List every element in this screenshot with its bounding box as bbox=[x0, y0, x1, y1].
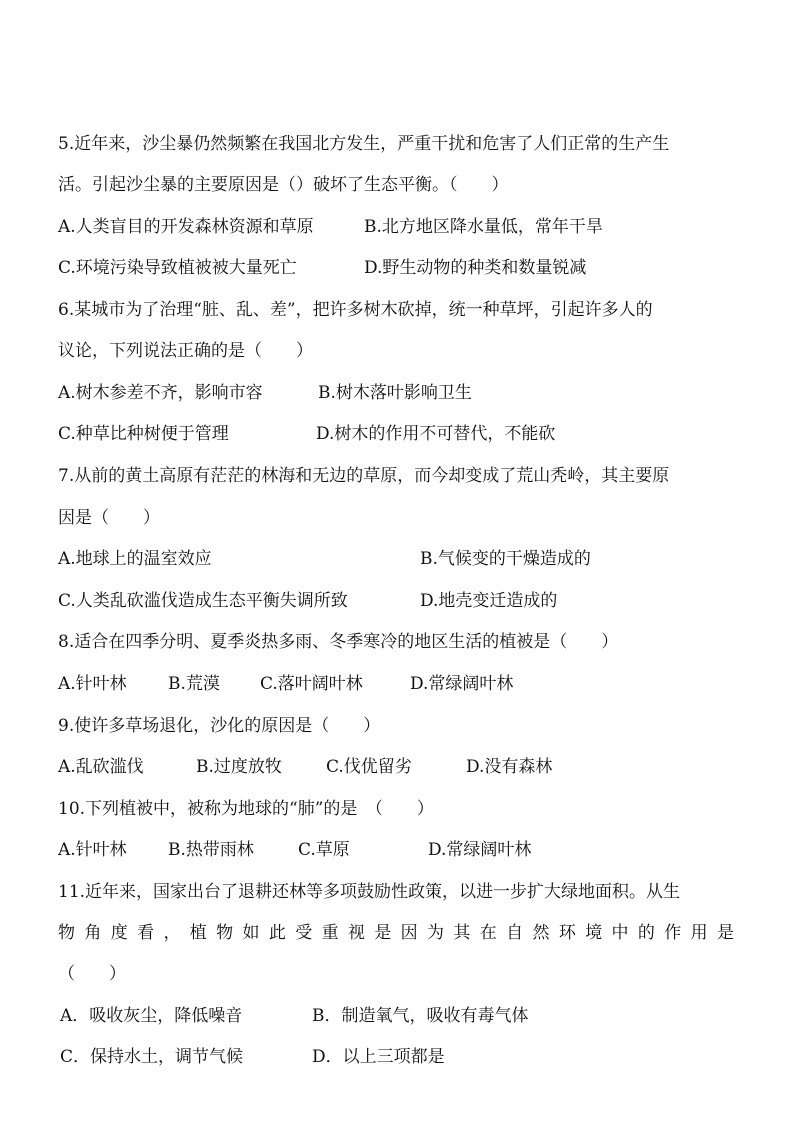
option-d: D.常绿阔叶林 bbox=[410, 674, 514, 694]
question-7-stem-line-2: 因是（ ） bbox=[58, 508, 160, 528]
question-11-stem-line-1: 11.近年来，国家出台了退耕还林等多项鼓励性政策，以进一步扩大绿地面积。从生 bbox=[58, 882, 681, 902]
question-9-stem-line-1: 9.使许多草场退化，沙化的原因是（ ） bbox=[58, 716, 381, 736]
option-b: B.气候变的干燥造成的 bbox=[420, 549, 591, 569]
option-b: B.北方地区降水量低，常年干旱 bbox=[364, 217, 603, 237]
option-c: C.种草比种树便于管理 bbox=[58, 424, 229, 444]
question-11-stem-line-3: （ ） bbox=[58, 964, 126, 984]
option-b: B.热带雨林 bbox=[168, 840, 254, 860]
option-b: B.荒漠 bbox=[168, 674, 220, 694]
option-a: A.人类盲目的开发森林资源和草原 bbox=[58, 217, 314, 237]
option-b: B.过度放牧 bbox=[196, 757, 282, 777]
question-6-stem-line-2: 议论，下列说法正确的是（ ） bbox=[58, 341, 313, 361]
option-c: C.伐优留劣 bbox=[326, 757, 412, 777]
option-c: C.落叶阔叶林 bbox=[260, 674, 363, 694]
option-d: D.树木的作用不可替代，不能砍 bbox=[316, 424, 556, 444]
option-d: D.野生动物的种类和数量锐减 bbox=[364, 258, 587, 278]
option-a: A．吸收灰尘，降低噪音 bbox=[60, 1006, 243, 1026]
option-c: C．保持水土，调节气候 bbox=[60, 1047, 244, 1067]
option-d: D.地壳变迁造成的 bbox=[420, 591, 558, 611]
option-b: B．制造氧气，吸收有毒气体 bbox=[312, 1006, 529, 1026]
question-7-stem-line-1: 7.从前的黄土高原有茫茫的林海和无边的草原，而今却变成了荒山秃岭，其主要原 bbox=[58, 466, 670, 486]
option-c: C.草原 bbox=[298, 840, 350, 860]
question-6-stem-line-1: 6.某城市为了治理“脏、乱、差”，把许多树木砍掉，统一种草坪，引起许多人的 bbox=[58, 300, 653, 320]
option-d: D.常绿阔叶林 bbox=[428, 840, 532, 860]
option-a: A.地球上的温室效应 bbox=[58, 549, 212, 569]
option-b: B.树木落叶影响卫生 bbox=[318, 383, 472, 403]
question-11-stem-line-2: 物角度看，植物如此受重视是因为其在自然环境中的作用是 bbox=[58, 923, 734, 943]
option-c: C.人类乱砍滥伐造成生态平衡失调所致 bbox=[58, 591, 348, 611]
question-10-stem-line-1: 10.下列植被中，被称为地球的“肺”的是 （ ） bbox=[58, 799, 434, 819]
question-5-stem-line-2: 活。引起沙尘暴的主要原因是（）破坏了生态平衡。（ ） bbox=[58, 175, 509, 195]
option-d: D．以上三项都是 bbox=[312, 1047, 445, 1067]
option-c: C.环境污染导致植被被大量死亡 bbox=[58, 258, 297, 278]
option-d: D.没有森林 bbox=[466, 757, 553, 777]
option-a: A.针叶林 bbox=[58, 674, 127, 694]
question-5-stem-line-1: 5.近年来，沙尘暴仍然频繁在我国北方发生，严重干扰和危害了人们正常的生产生 bbox=[58, 134, 670, 154]
option-a: A.树木参差不齐，影响市容 bbox=[58, 383, 263, 403]
question-8-stem-line-1: 8.适合在四季分明、夏季炎热多雨、冬季寒冷的地区生活的植被是（ ） bbox=[58, 632, 619, 652]
option-a: A.针叶林 bbox=[58, 840, 127, 860]
option-a: A.乱砍滥伐 bbox=[58, 757, 144, 777]
